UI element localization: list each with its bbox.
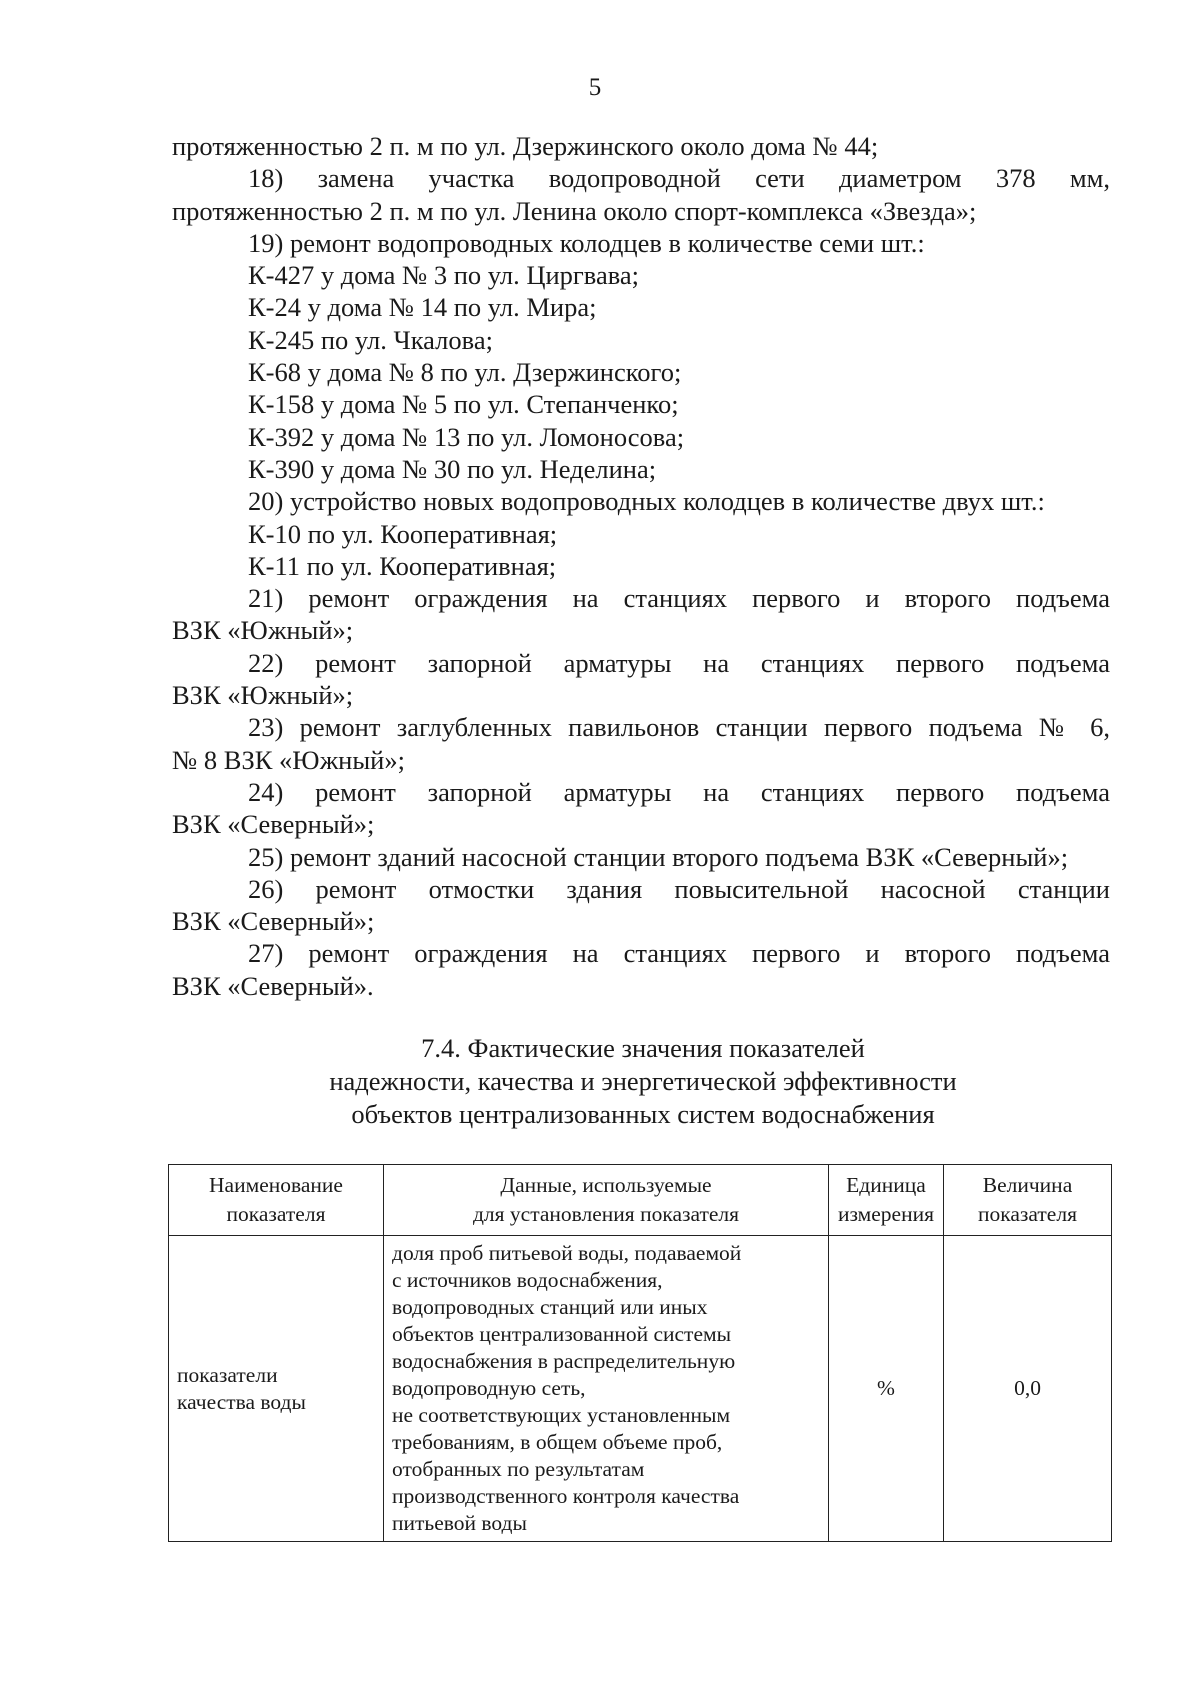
heading-line-2: надежности, качества и энергетической эффективности (329, 1066, 957, 1096)
well-item: К-24 у дома № 14 по ул. Мира; (248, 292, 597, 323)
text-line: протяженностью 2 п. м по ул. Ленина около спорт-комплекса «Звезда»; (172, 195, 977, 226)
cell-text: требованиям, в общем объеме проб, (392, 1430, 723, 1454)
list-item-25: 25) ремонт зданий насосной станции второго подъема ВЗК «Северный»; (248, 841, 1069, 872)
header-text: показателя (226, 1202, 326, 1226)
cell-description (384, 1236, 829, 1542)
list-item-24: 24) ремонт запорной арматуры на станциях первого подъема (248, 776, 1110, 807)
cell-text: качества воды (177, 1389, 306, 1414)
header-text: для установления показателя (472, 1202, 740, 1226)
text-line: протяженностью 2 п. м по ул. Дзержинского около дома № 44; (172, 131, 879, 161)
header-data (384, 1165, 829, 1236)
body-text (172, 130, 1110, 1002)
cell-text: объектов централизованной системы (392, 1322, 732, 1346)
header-text: Наименование (209, 1173, 343, 1197)
text-line: № 8 ВЗК «Южный»; (172, 744, 405, 775)
cell-unit: % (829, 1236, 944, 1542)
header-text: Данные, используемые (500, 1173, 712, 1197)
list-item-26: 26) ремонт отмостки здания повысительной насосной станции (248, 873, 1110, 904)
well-item: К-10 по ул. Кооперативная; (248, 518, 558, 549)
heading-line-3: объектов централизованных систем водоснабжения (351, 1099, 935, 1129)
list-item-22: 22) ремонт запорной арматуры на станциях первого подъема (248, 647, 1110, 678)
cell-indicator-name (169, 1236, 384, 1542)
cell-text: доля проб питьевой воды, подаваемой (392, 1241, 742, 1265)
cell-text: питьевой воды (392, 1511, 527, 1535)
well-item: К-392 у дома № 13 по ул. Ломоносова; (248, 421, 685, 452)
header-text: показателя (978, 1202, 1077, 1226)
header-name (169, 1165, 384, 1236)
cell-text: с источников водоснабжения, (392, 1268, 663, 1292)
text-line: ВЗК «Южный»; (172, 680, 354, 711)
header-text: Величина (982, 1173, 1073, 1197)
table-row (169, 1236, 1112, 1542)
heading-line-1: 7.4. Фактические значения показателей (421, 1033, 865, 1063)
cell-text: показатели (177, 1362, 278, 1387)
well-item: К-427 у дома № 3 по ул. Циргвава; (248, 260, 640, 291)
cell-text: отобранных по результатам (392, 1457, 645, 1481)
text-line: ВЗК «Южный»; (172, 615, 354, 646)
list-item-18: 18) замена участка водопроводной сети диаметром 378 мм, (248, 163, 1110, 194)
section-heading (0, 1032, 1200, 1131)
header-text: Единица (846, 1173, 926, 1197)
well-item: К-68 у дома № 8 по ул. Дзержинского; (248, 357, 682, 388)
table-header-row (169, 1165, 1112, 1236)
text-line: ВЗК «Северный»; (172, 809, 375, 840)
text-line: ВЗК «Северный»; (172, 906, 375, 937)
header-unit (829, 1165, 944, 1236)
text-line: ВЗК «Северный». (172, 970, 374, 1001)
cell-value: 0,0 (944, 1236, 1112, 1542)
list-item-27: 27) ремонт ограждения на станциях первого и второго подъема (248, 938, 1110, 969)
page-number: 5 (588, 74, 602, 101)
cell-text: водоснабжения в распределительную (392, 1349, 736, 1373)
list-item-23: 23) ремонт заглубленных павильонов станции первого подъема № 6, (248, 712, 1110, 743)
well-item: К-245 по ул. Чкалова; (248, 324, 493, 355)
list-item-19: 19) ремонт водопроводных колодцев в количестве семи шт.: (248, 227, 925, 258)
indicators-table (168, 1164, 1112, 1542)
cell-text: не соответствующих установленным (392, 1403, 731, 1427)
list-item-21: 21) ремонт ограждения на станциях первого и второго подъема (248, 583, 1110, 614)
cell-text: производственного контроля качества (392, 1484, 740, 1508)
header-text: измерения (837, 1202, 935, 1226)
list-item-20: 20) устройство новых водопроводных колодцев в количестве двух шт.: (248, 486, 1045, 517)
cell-text: водопроводную сеть, (392, 1376, 586, 1400)
cell-text: водопроводных станций или иных (392, 1295, 708, 1319)
well-item: К-11 по ул. Кооперативная; (248, 550, 557, 581)
header-value (944, 1165, 1112, 1236)
well-item: К-390 у дома № 30 по ул. Неделина; (248, 453, 657, 484)
well-item: К-158 у дома № 5 по ул. Степанченко; (248, 389, 679, 420)
